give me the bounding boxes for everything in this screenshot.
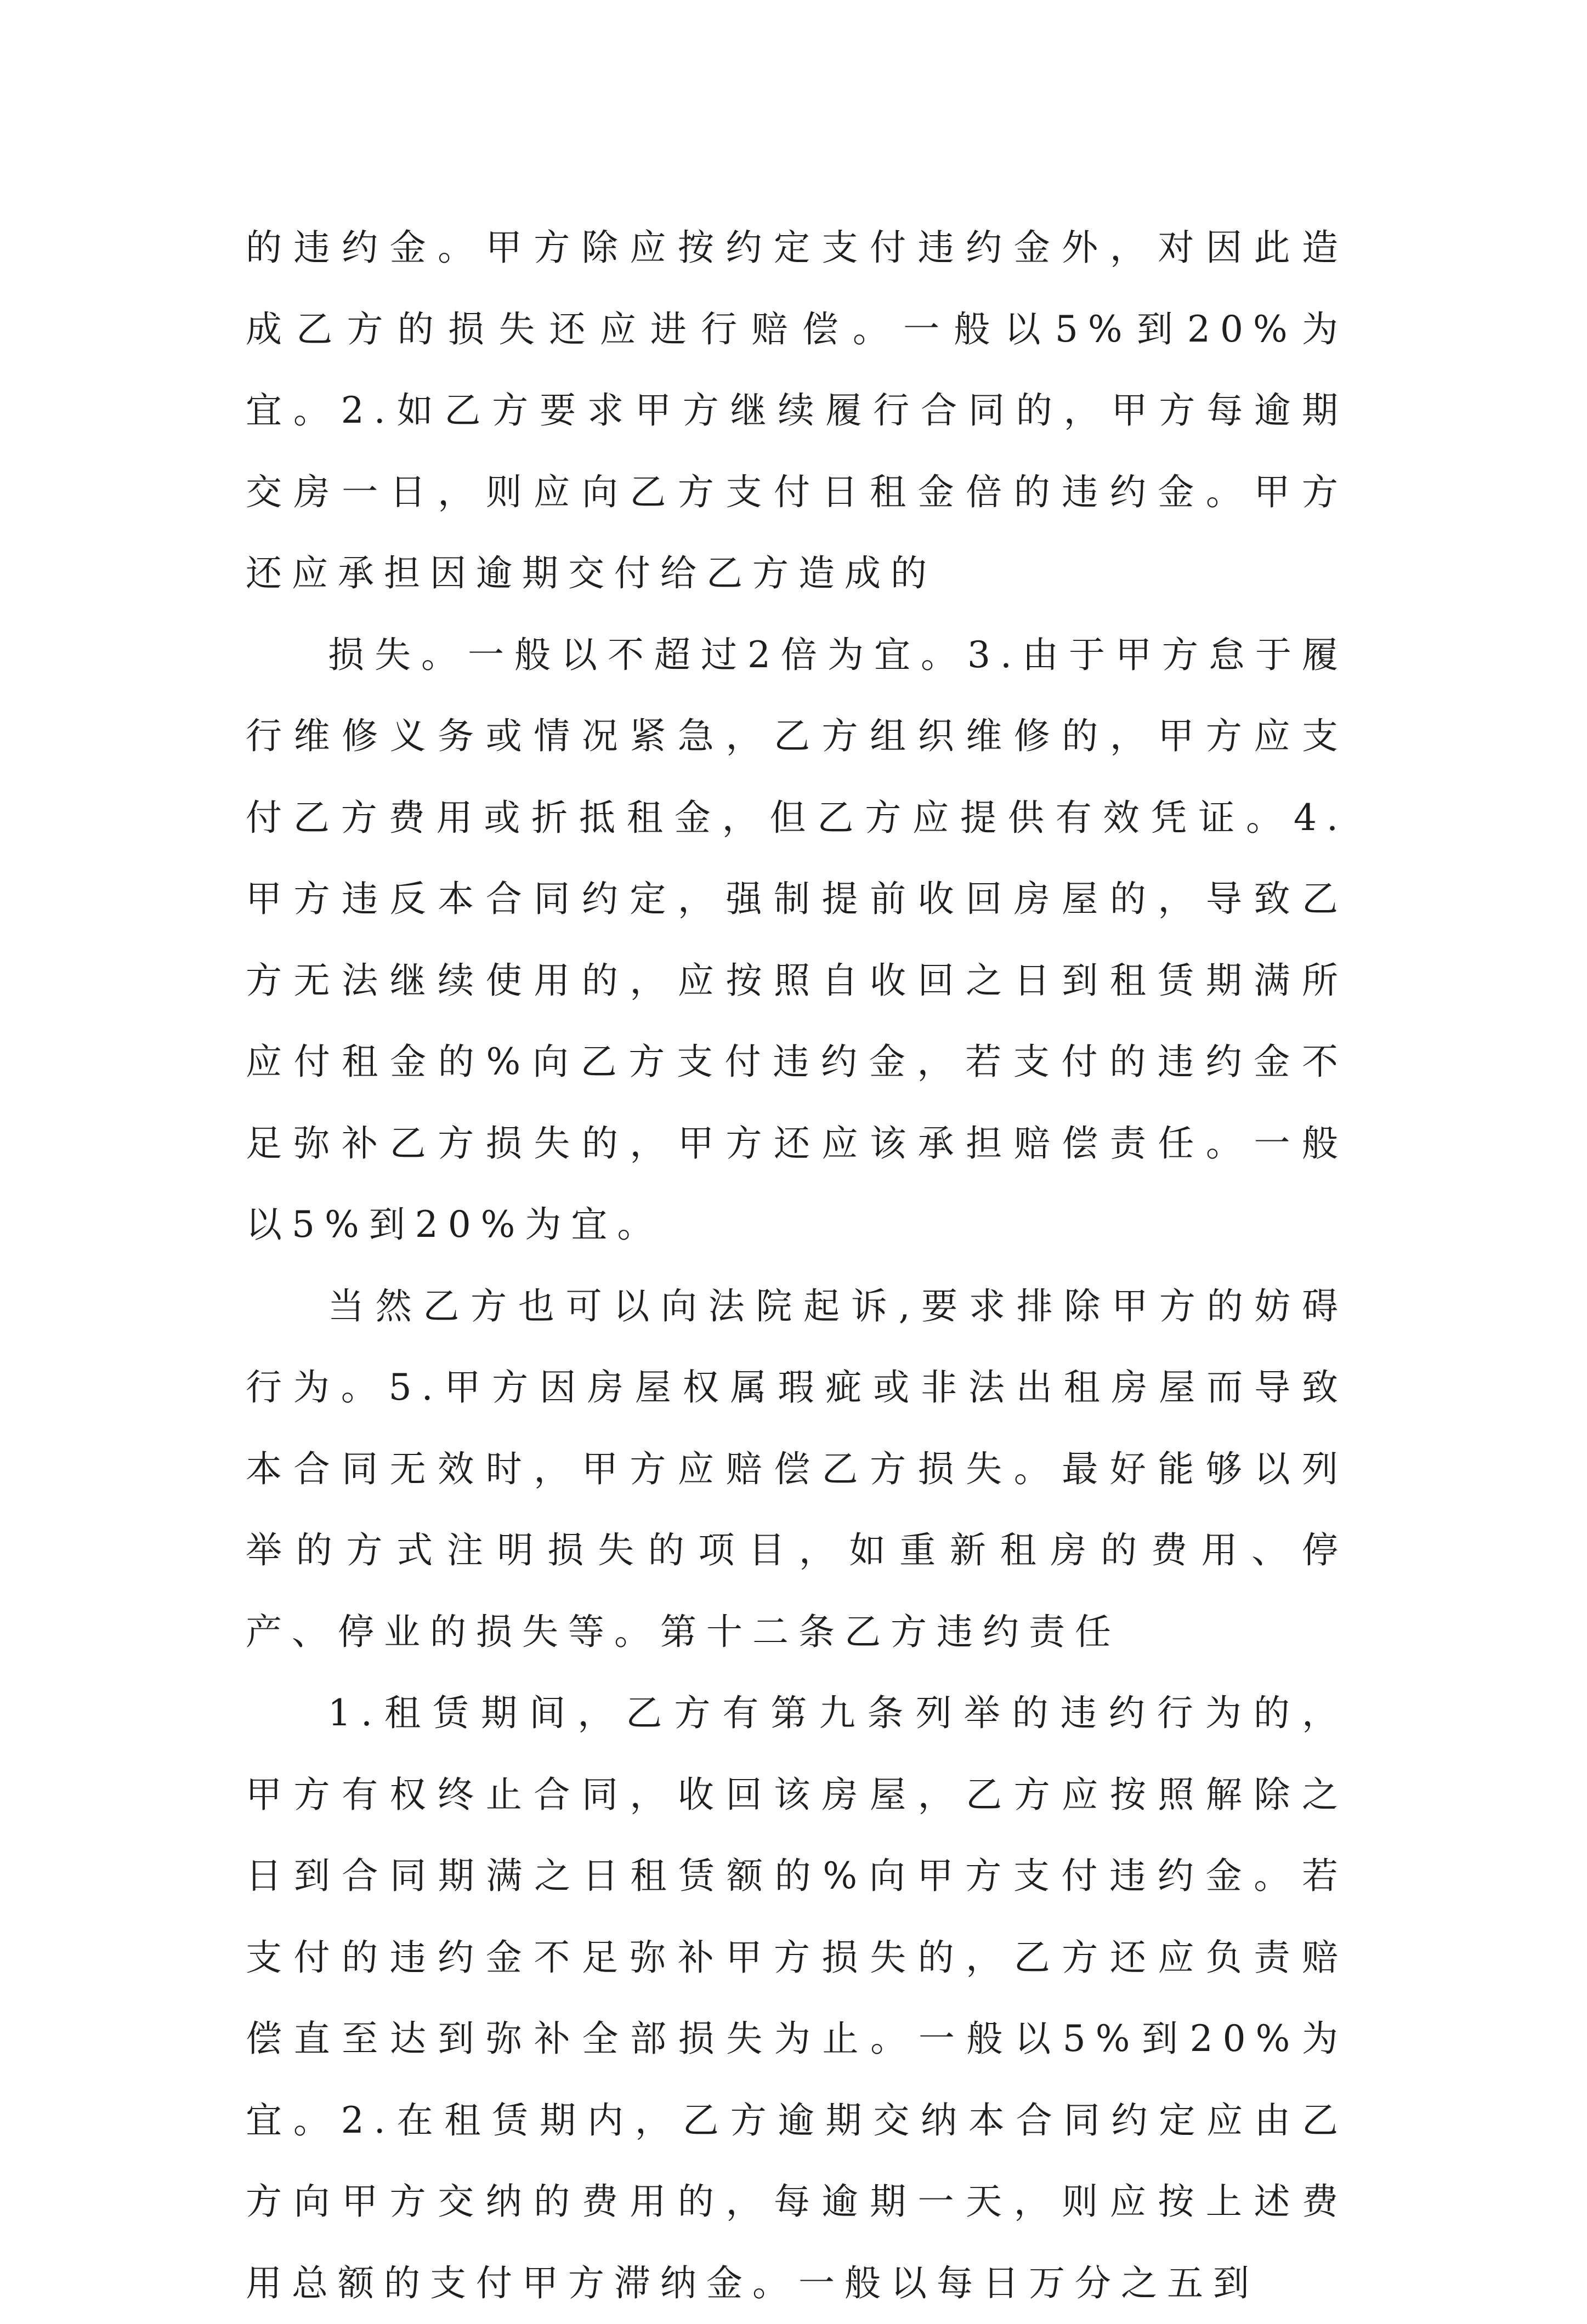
document-body [246, 207, 1348, 2324]
paragraph-1: 的违约金。甲方除应按约定支付违约金外，对因此造成乙方的损失还应进行赔偿。一般以5%到20%为宜。2.如乙方要求甲方继续履行合同的，甲方每逾期交房一日，则应向乙方支付日租金倍的违约金。甲方还应承担因逾期交付给乙方造成的 [246, 226, 1348, 594]
paragraph-2: 损失。一般以不超过2倍为宜。3.由于甲方怠于履行维修义务或情况紧急，乙方组织维修的，甲方应支付乙方费用或折抵租金，但乙方应提供有效凭证。4.甲方违反本合同约定，强制提前收回房屋的，导致乙方无法继续使用的，应按照自收回之日到租赁期满所应付租金的%向乙方支付违约金，若支付的违约金不足弥补乙方损失的，甲方还应该承担赔偿责任。一般以5%到20%为宜。 [246, 633, 1348, 1246]
paragraph-3: 当然乙方也可以向法院起诉,要求排除甲方的妨碍行为。5.甲方因房屋权属瑕疵或非法出租房屋而导致本合同无效时，甲方应赔偿乙方损失。最好能够以列举的方式注明损失的项目，如重新租房的费用、停产、停业的损失等。第十二条乙方违约责任 [246, 1285, 1348, 1653]
paragraph-4: 1.租赁期间，乙方有第九条列举的违约行为的，甲方有权终止合同，收回该房屋，乙方应按照解除之日到合同期满之日租赁额的%向甲方支付违约金。若支付的违约金不足弥补甲方损失的，乙方还应负责赔偿直至达到弥补全部损失为止。一般以5%到20%为宜。2.在租赁期内，乙方逾期交纳本合同约定应由乙方向甲方交纳的费用的，每逾期一天，则应按上述费用总额的支付甲方滞纳金。一般以每日万分之五到 [246, 1692, 1348, 2304]
